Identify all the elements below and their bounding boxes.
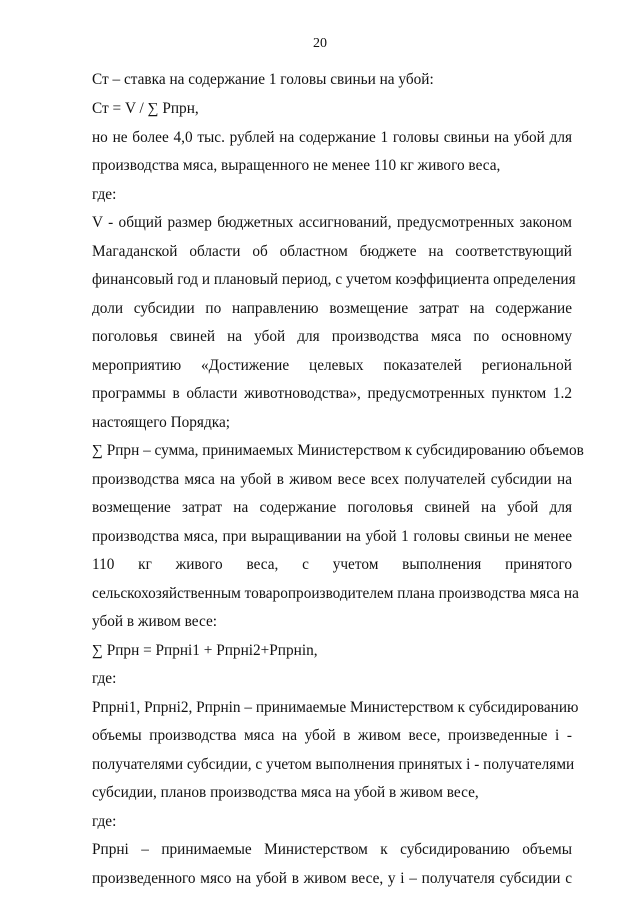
- text-line: настоящего Порядка;: [92, 414, 230, 431]
- text-line: мероприятию «Достижение целевых показателей региональной: [92, 357, 572, 374]
- text-line: программы в области животноводства», предусмотренных пунктом 1.2: [92, 385, 572, 402]
- text-line: Магаданской области об областном бюджете на соответствующий: [92, 243, 572, 260]
- text-line: Ст – ставка на содержание 1 головы свиньи на убой:: [92, 71, 434, 88]
- text-line: производства мяса, при выращивании на убой 1 головы свиньи не менее: [92, 528, 572, 545]
- where-label: где:: [92, 670, 117, 687]
- text-line: получателями субсидии, с учетом выполнения принятых і - получателями: [92, 756, 575, 773]
- text-line: поголовья свиней на убой для производства мяса по основному: [92, 328, 572, 345]
- page-number: 20: [313, 36, 327, 51]
- text-line: но не более 4,0 тыс. рублей на содержание 1 головы свиньи на убой для: [92, 129, 572, 146]
- text-line: субсидии, планов производства мяса на убой в живом весе,: [92, 784, 479, 801]
- text-line: V - общий размер бюджетных ассигнований, предусмотренных законом: [92, 214, 572, 231]
- text-line: Рпрні1, Рпрні2, Рпрніn – принимаемые Министерством к субсидированию: [92, 699, 579, 716]
- text-line: 110 кг живого веса, с учетом выполнения принятого: [92, 556, 572, 573]
- where-label: где:: [92, 813, 117, 830]
- formula-line: Ст = V / ∑ Рпрн,: [92, 100, 199, 117]
- text-line: сельскохозяйственным товаропроизводителем плана производства мяса на: [92, 585, 579, 602]
- text-line: убой в живом весе:: [92, 613, 217, 630]
- text-line: финансовый год и плановый период, с учетом коэффициента определения: [92, 271, 576, 288]
- text-line: ∑ Рпрн – сумма, принимаемых Министерством к субсидированию объемов: [92, 442, 584, 459]
- text-line: производства мяса, выращенного не менее 110 кг живого веса,: [92, 157, 501, 174]
- text-line: доли субсидии по направлению возмещение затрат на содержание: [92, 300, 572, 317]
- text-line: объемы производства мяса на убой в живом весе, произведенные і -: [92, 727, 572, 744]
- formula-line: ∑ Рпрн = Рпрні1 + Рпрні2+Рпрніn,: [92, 642, 318, 659]
- text-line: возмещение затрат на содержание поголовья свиней на убой для: [92, 499, 572, 516]
- text-line: Рпрні – принимаемые Министерством к субсидированию объемы: [92, 841, 572, 858]
- text-line: производства мяса на убой в живом весе всех получателей субсидии на: [92, 471, 572, 488]
- where-label: где:: [92, 186, 117, 203]
- text-line: произведенного мясо на убой в живом весе, у і – получателя субсидии с: [92, 870, 572, 887]
